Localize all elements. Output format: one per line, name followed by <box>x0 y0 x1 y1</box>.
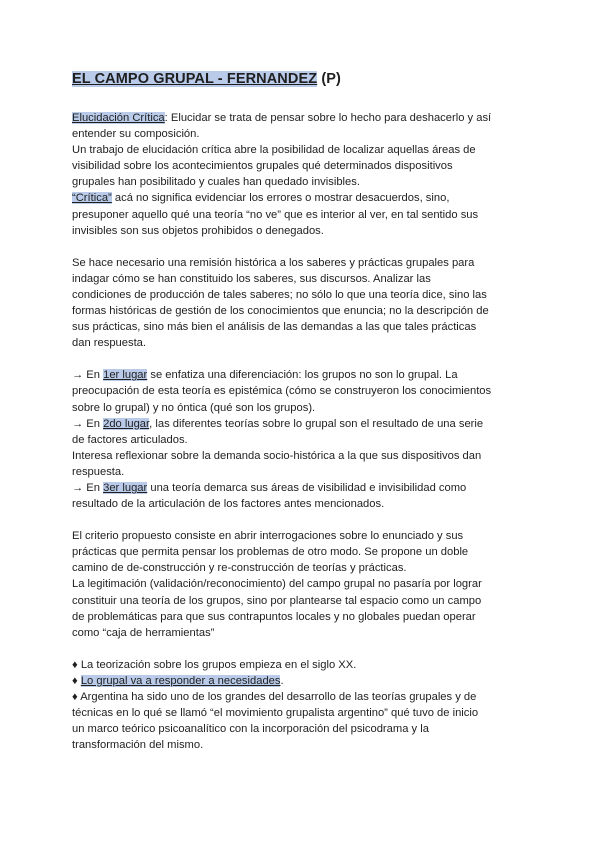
line: camino de de-construcción y re-construcción de teorías y prácticas. <box>72 562 407 575</box>
title-highlight: EL CAMPO GRUPAL - FERNANDEZ <box>72 71 318 87</box>
bullet-item: ♦ Lo grupal va a responder a necesidades. <box>72 674 284 687</box>
line: El criterio propuesto consiste en abrir interrogaciones sobre lo enunciado y sus <box>72 530 464 543</box>
line: sobre lo grupal) y no óntica (qué son los grupos). <box>72 401 316 414</box>
line: prácticas que permita pensar los problemas de otro modo. Se propone un doble <box>72 546 469 559</box>
term-2do-lugar: 2do lugar <box>103 417 150 430</box>
diamond-bullet-icon: ♦ <box>72 658 81 671</box>
term-necesidades: Lo grupal va a responder a necesidades <box>80 674 281 687</box>
line: sus prácticas, sino más bien el análisis de las demandas a las que tales prácticas <box>72 321 477 334</box>
line: grupales han posibilitado y cuales han quedado invisibles. <box>72 176 360 189</box>
arrow-item: → En 1er lugar se enfatiza una diferenciación: los grupos no son lo grupal. La <box>72 369 458 382</box>
diamond-bullet-icon: ♦ <box>72 691 81 703</box>
term-elucidacion: Elucidación Crítica <box>72 112 165 124</box>
line: dan respuesta. <box>72 337 147 350</box>
term-3er-lugar: 3er lugar <box>103 481 148 494</box>
line: entender su composición. <box>72 128 200 141</box>
line: resultado de la articulación de los factores antes mencionados. <box>72 498 385 511</box>
line: visibilidad sobre los acontecimientos grupales qué determinados dispositivos <box>72 160 453 173</box>
line: de problemáticas para que sus contrapuntos locales y no globales puedan operar <box>72 610 476 623</box>
line: como “caja de herramientas” <box>72 626 215 639</box>
line: un marco teórico psicoanalítico con la incorporación del psicodrama y la <box>72 723 429 736</box>
arrow-item: → En 3er lugar una teoría demarca sus áreas de visibilidad e invisibilidad como <box>72 481 467 494</box>
line: Se hace necesario una remisión histórica a los saberes y prácticas grupales para <box>72 256 475 269</box>
document-title <box>72 71 341 87</box>
line: de factores articulados. <box>72 433 188 446</box>
line: indagar cómo se han constituido los saberes, sus discursos. Analizar las <box>72 272 431 285</box>
line: formas históricas de gestión de los conocimientos que enuncia; no la descripción de <box>72 305 489 318</box>
line: constituir una teoría de los grupos, sino por plantearse tal espacio como un campo <box>72 594 482 607</box>
paragraph: “Crítica” acá no significa evidenciar los errores o mostrar desacuerdos, sino, <box>72 192 450 205</box>
diamond-bullet-icon: ♦ <box>72 674 81 687</box>
line: La legitimación (validación/reconocimiento) del campo grupal no pasaría por lograr <box>72 578 482 591</box>
document-body <box>72 110 542 753</box>
term-1er-lugar: 1er lugar <box>103 369 148 382</box>
line: transformación del mismo. <box>72 739 204 752</box>
line: invisibles son sus objetos prohibidos o denegados. <box>72 224 324 237</box>
line: Interesa reflexionar sobre la demanda socio-histórica a la que sus dispositivos dan <box>72 449 482 462</box>
arrow-item: → En 2do lugar, las diferentes teorías sobre lo grupal son el resultado de una serie <box>72 417 484 430</box>
bullet-item: ♦ La teorización sobre los grupos empieza en el siglo XX. <box>72 658 357 671</box>
line: técnicas en lo qué se llamó “el movimiento grupalista argentino” qué tuvo de inicio <box>72 707 479 720</box>
term-critica: “Crítica” <box>72 192 112 205</box>
paragraph: Elucidación Crítica: Elucidar se trata de pensar sobre lo hecho para deshacerlo y así <box>72 112 492 124</box>
line: condiciones de producción de tales saberes; no sólo lo que una teoría dice, sino las <box>72 288 487 301</box>
line: Un trabajo de elucidación crítica abre la posibilidad de localizar aquellas áreas de <box>72 144 476 157</box>
bullet-item: ♦ Argentina ha sido uno de los grandes del desarrollo de las teorías grupales y de <box>72 691 477 703</box>
title-suffix: (P) <box>317 71 341 87</box>
line: preocupación de esta teoría es epistémica (cómo se construyeron los conocimientos <box>72 385 492 398</box>
line: respuesta. <box>72 465 125 478</box>
line: presuponer aquello qué una teoría “no ve” que es interior al ver, en tal sentido sus <box>72 208 479 221</box>
